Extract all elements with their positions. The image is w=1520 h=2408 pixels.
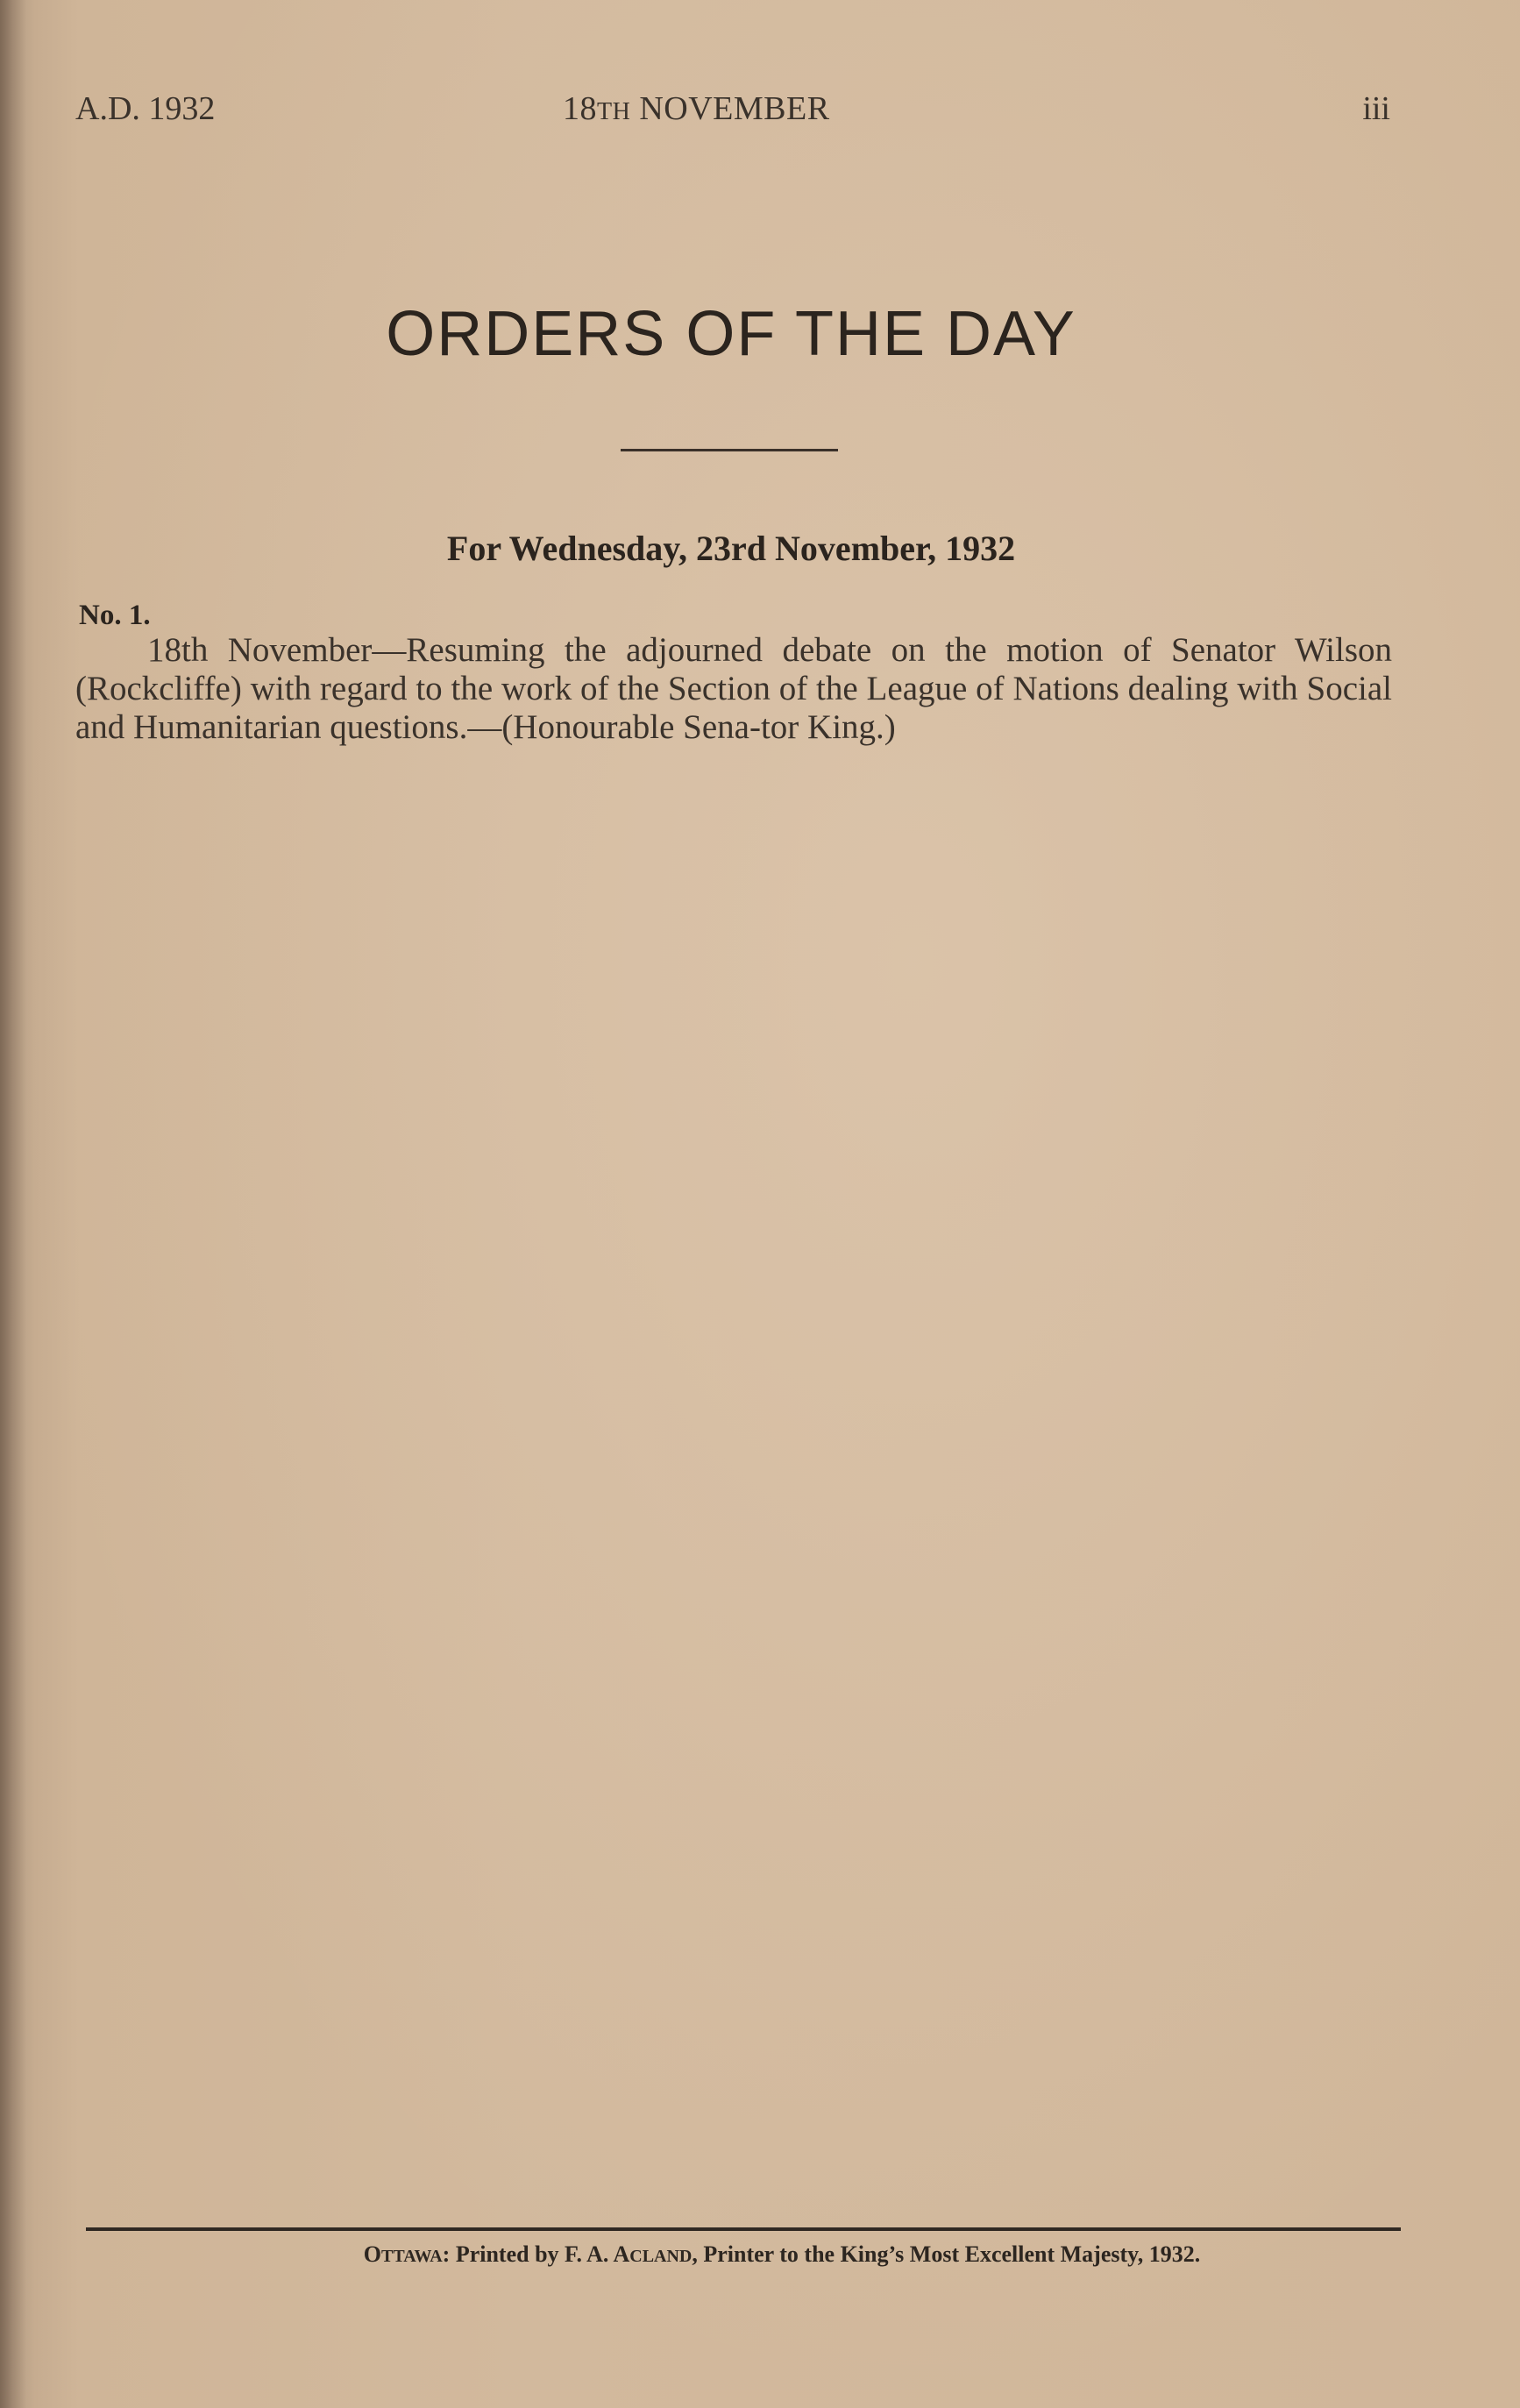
sitting-date: For Wednesday, 23rd November, 1932 — [446, 529, 1016, 568]
footer-rule — [86, 2227, 1401, 2231]
imprint-printer-rest: CLAND — [629, 2247, 693, 2266]
imprint-rest: , Printer to the King’s Most Excellent Majesty, 1932. — [692, 2241, 1201, 2267]
header-date — [563, 89, 830, 128]
order-number: No. 1. — [79, 600, 151, 631]
printer-imprint — [0, 2241, 1520, 2268]
order-text: 18th November—Resuming the adjourned debate on the motion of Senator Wilson (Rockcliffe) with regard to the work of the Section of the League of Nations dealing with Social and Humanitarian questions.—(Honourable Sena-tor King.) — [75, 631, 1392, 746]
running-head — [0, 89, 1520, 133]
imprint-mid: : Printed by F. A. — [442, 2241, 614, 2267]
imprint-place-rest: TTAWA — [381, 2247, 443, 2266]
header-date-month: NOVEMBER — [630, 90, 830, 127]
title-rule — [621, 449, 838, 451]
page-number: iii — [1362, 90, 1390, 127]
imprint-place-initial: O — [363, 2241, 382, 2267]
page-title: ORDERS OF THE DAY — [386, 299, 1076, 369]
header-date-suffix: TH — [597, 98, 631, 125]
header-date-day: 18 — [563, 90, 597, 127]
header-year: A.D. 1932 — [75, 90, 216, 127]
imprint-printer-initial: A — [613, 2241, 630, 2267]
